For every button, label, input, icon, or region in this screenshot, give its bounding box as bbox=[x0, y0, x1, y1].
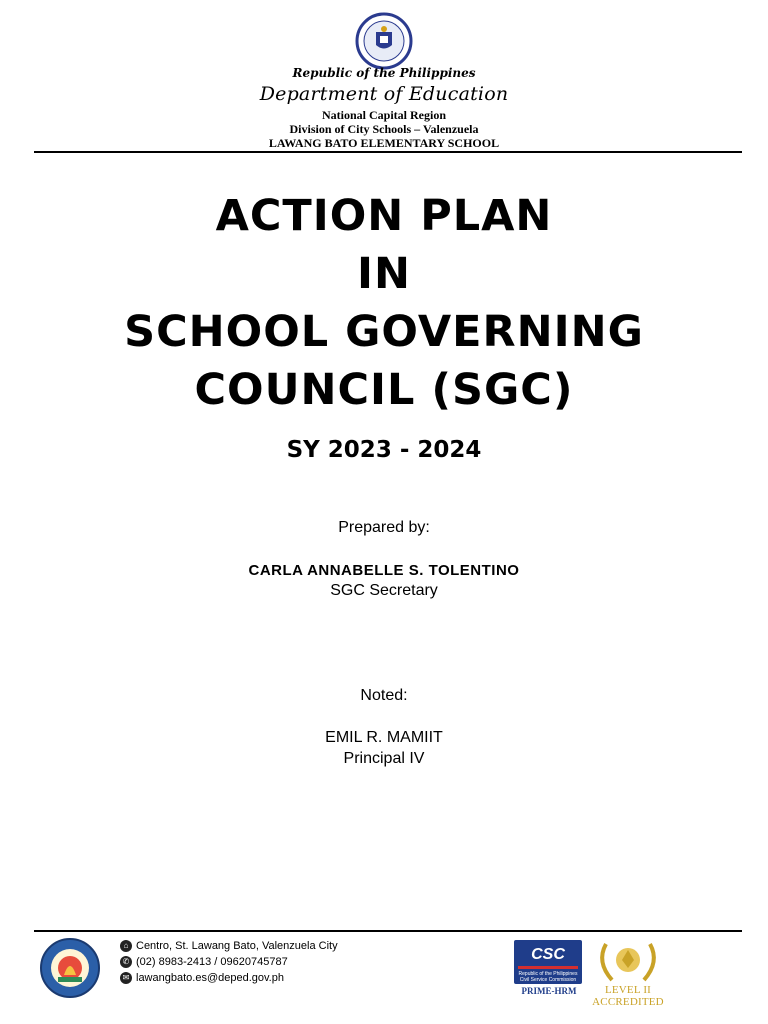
email-icon: ✉ bbox=[120, 972, 132, 984]
title-line-1: ACTION PLAN bbox=[215, 191, 553, 241]
footer-email: lawangbato.es@deped.gov.ph bbox=[136, 972, 284, 984]
title-line-4: COUNCIL (SGC) bbox=[194, 365, 574, 415]
csc-logo bbox=[514, 940, 582, 984]
title-line-2: IN bbox=[357, 249, 411, 299]
title-line-3: SCHOOL GOVERNING bbox=[124, 307, 644, 357]
prepared-name: CARLA ANNABELLE S. TOLENTINO bbox=[248, 562, 520, 579]
header-region: National Capital Region bbox=[321, 108, 446, 122]
csc-stripe bbox=[518, 966, 578, 969]
header-republic: Republic of the Philippines bbox=[292, 66, 476, 80]
home-icon: ⌂ bbox=[120, 940, 132, 952]
footer-phone-row bbox=[120, 956, 288, 968]
csc-caption: Republic of the Philippines Civil Service Commission bbox=[518, 971, 578, 983]
header-divider bbox=[34, 151, 742, 153]
header-division: Division of City Schools – Valenzuela bbox=[289, 122, 479, 136]
header-department: Department of Education bbox=[259, 83, 509, 105]
accreditation-label: LEVEL II ACCREDITED bbox=[592, 984, 664, 1008]
prepared-role: SGC Secretary bbox=[330, 582, 438, 599]
prepared-label: Prepared by: bbox=[338, 519, 430, 536]
noted-role: Principal IV bbox=[343, 750, 425, 767]
footer-email-row bbox=[120, 972, 284, 984]
footer-divider bbox=[34, 930, 742, 932]
phone-icon: ✆ bbox=[120, 956, 132, 968]
footer-address: Centro, St. Lawang Bato, Valenzuela City bbox=[136, 940, 338, 952]
header-school: LAWANG BATO ELEMENTARY SCHOOL bbox=[268, 136, 500, 150]
footer-address-row bbox=[120, 940, 338, 952]
deped-seal-icon bbox=[347, 12, 421, 70]
csc-logo-text: CSC bbox=[531, 946, 565, 963]
noted-label: Noted: bbox=[360, 687, 408, 704]
prime-hrm-label: PRIME-HRM bbox=[521, 986, 577, 996]
footer-phone: (02) 8983-2413 / 09620745787 bbox=[136, 956, 288, 968]
school-logo-icon bbox=[36, 937, 104, 999]
school-year: SY 2023 - 2024 bbox=[286, 437, 482, 463]
noted-name: EMIL R. MAMIIT bbox=[325, 729, 443, 746]
laurel-wreath-icon bbox=[592, 936, 664, 986]
